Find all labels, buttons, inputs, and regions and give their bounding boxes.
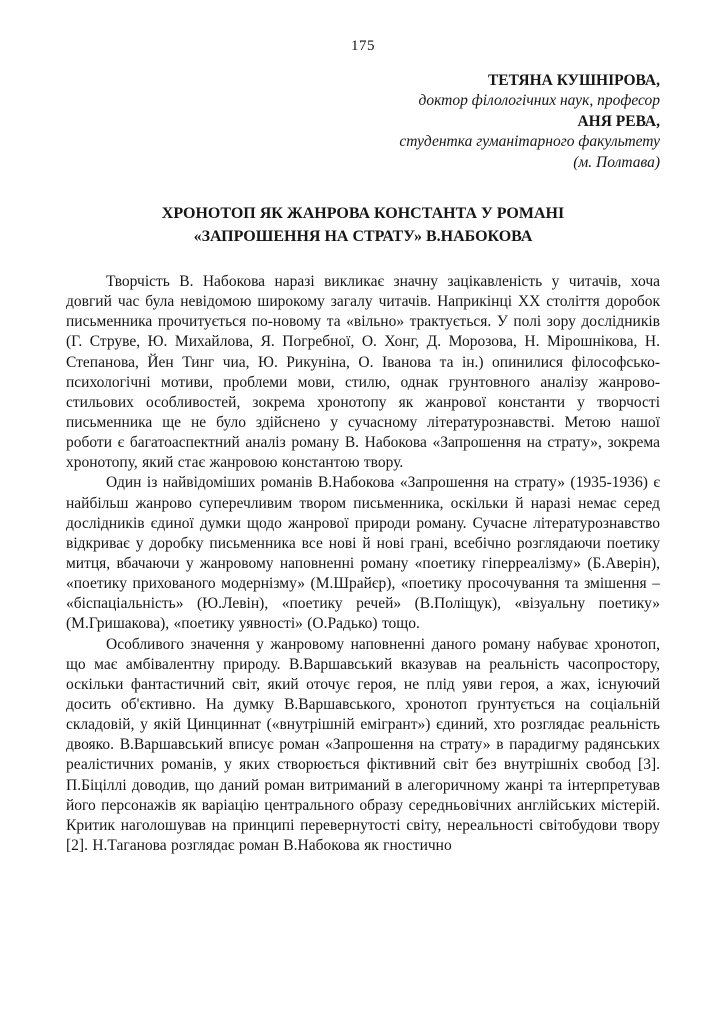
author-name-2: АНЯ РЕВА, xyxy=(577,112,660,130)
paragraph-3: Особливого значення у жанровому наповненні даного роману набуває хронотоп, що має амбівалентну природу. В.Варшавський вказував на реальність часопростору, оскільки фантастичний світ, який оточує героя, не плід уяви героя, а жах, існуючий досить об'єктивно. На думку В.Варшавського, хронотоп ґрунтується на соціальній складовій, у якій Цинциннат («внутрішній емігрант») єдиний, хто розглядає реальність двояко. В.Варшавський вписує роман «Запрошення на страту» в парадигму радянських реалістичних романів, у яких створюється фіктивний світ без внутрішніх свобод [3]. П.Біціллі доводив, що даний роман витриманий в алегоричному жанрі та інтерпретував його персонажів як варіацію центрального образу середньовічних англійських містерій. Критик наголошував на принципі перевернутості світу, нереальності світобудови твору [2]. Н.Таганова розглядає роман В.Набокова як гностично xyxy=(66,635,660,854)
page-number: 175 xyxy=(351,38,375,54)
article-title xyxy=(70,203,656,248)
author-role-1: доктор філологічних наук, професор xyxy=(418,92,660,110)
article-title-line-2: «ЗАПРОШЕННЯ НА СТРАТУ» В.НАБОКОВА xyxy=(193,227,533,245)
authors-block xyxy=(66,71,660,173)
paragraph-1: Творчість В. Набокова наразі викликає значну зацікавленість у читачів, хоча довгий час була невідомою широкому загалу читачів. Наприкінці ХХ століття доробок письменника прочитується по-новому та «вільно» трактується. У полі зору дослідників (Г. Струве, Ю. Михайлова, Я. Погребної, О. Хонг, Д. Морозова, Н. Мірошнікова, Н. Степанова, Йен Тинг чиа, Ю. Рикуніна, О. Іванова та ін.) опинилися філософсько-психологічні мотиви, проблеми мови, стилю, однак грунтовного аналізу жанрово-стильових особливостей, зокрема хронотопу як жанрової константи у творчості письменника ще не було здійснено у сучасному літературознавстві. Метою нашої роботи є багатоаспектний аналіз роману В. Набокова «Запрошення на страту», зокрема хронотопу, який стає жанровою константою твору. xyxy=(66,273,660,472)
paragraph-2: Один із найвідоміших романів В.Набокова «Запрошення на страту» (1935-1936) є найбільш жанрово суперечливим твором письменника, оскільки й наразі немає серед дослідників єдиної думки щодо жанрової природи роману. Сучасне літературознавство відкриває у доробку письменника все нові й нові грані, всебічно розглядаючи поетику митця, вбачаючи у жанровому наповненні роману «поетику гіперреалізму» (Б.Аверін), «поетику прихованого модернізму» (М.Шрайєр), «поетику просочування та змішення – «біспаціальність» (Ю.Левін), «поетику речей» (В.Поліщук), «візуальну поетику» (М.Гришакова), «поетику уявності» (О.Радько) тощо. xyxy=(66,474,660,633)
article-title-line-1: ХРОНОТОП ЯК ЖАНРОВА КОНСТАНТА У РОМАНІ xyxy=(161,205,565,223)
article-body xyxy=(66,272,660,856)
author-role-2: студентка гуманітарного факультету xyxy=(399,133,660,151)
author-location: (м. Полтава) xyxy=(573,153,660,171)
author-name-1: ТЕТЯНА КУШНІРОВА, xyxy=(487,72,660,89)
